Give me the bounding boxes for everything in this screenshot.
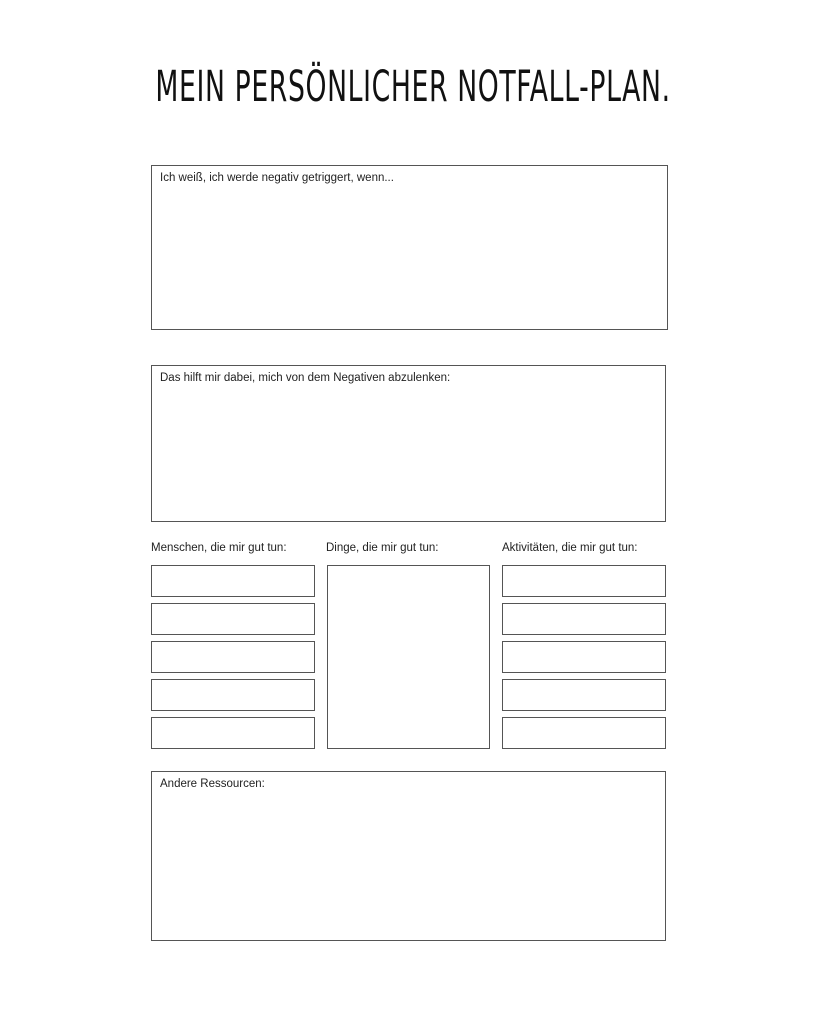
things-field[interactable] xyxy=(327,565,490,749)
people-field-2[interactable] xyxy=(151,603,315,635)
activities-field-5[interactable] xyxy=(502,717,666,749)
things-label: Dinge, die mir gut tun: xyxy=(326,542,439,554)
activities-label: Aktivitäten, die mir gut tun: xyxy=(502,542,638,554)
distraction-box[interactable] xyxy=(151,365,666,522)
other-resources-label: Andere Ressourcen: xyxy=(160,778,265,790)
triggers-label: Ich weiß, ich werde negativ getriggert, wenn... xyxy=(160,172,394,184)
triggers-box[interactable] xyxy=(151,165,668,330)
people-label: Menschen, die mir gut tun: xyxy=(151,542,287,554)
activities-field-2[interactable] xyxy=(502,603,666,635)
activities-field-1[interactable] xyxy=(502,565,666,597)
people-field-5[interactable] xyxy=(151,717,315,749)
activities-field-4[interactable] xyxy=(502,679,666,711)
distraction-label: Das hilft mir dabei, mich von dem Negativen abzulenken: xyxy=(160,372,451,384)
page-title: MEIN PERSÖNLICHER NOTFALL-PLAN. xyxy=(155,62,671,112)
other-resources-box[interactable] xyxy=(151,771,666,941)
people-field-1[interactable] xyxy=(151,565,315,597)
people-field-4[interactable] xyxy=(151,679,315,711)
activities-field-3[interactable] xyxy=(502,641,666,673)
people-field-3[interactable] xyxy=(151,641,315,673)
